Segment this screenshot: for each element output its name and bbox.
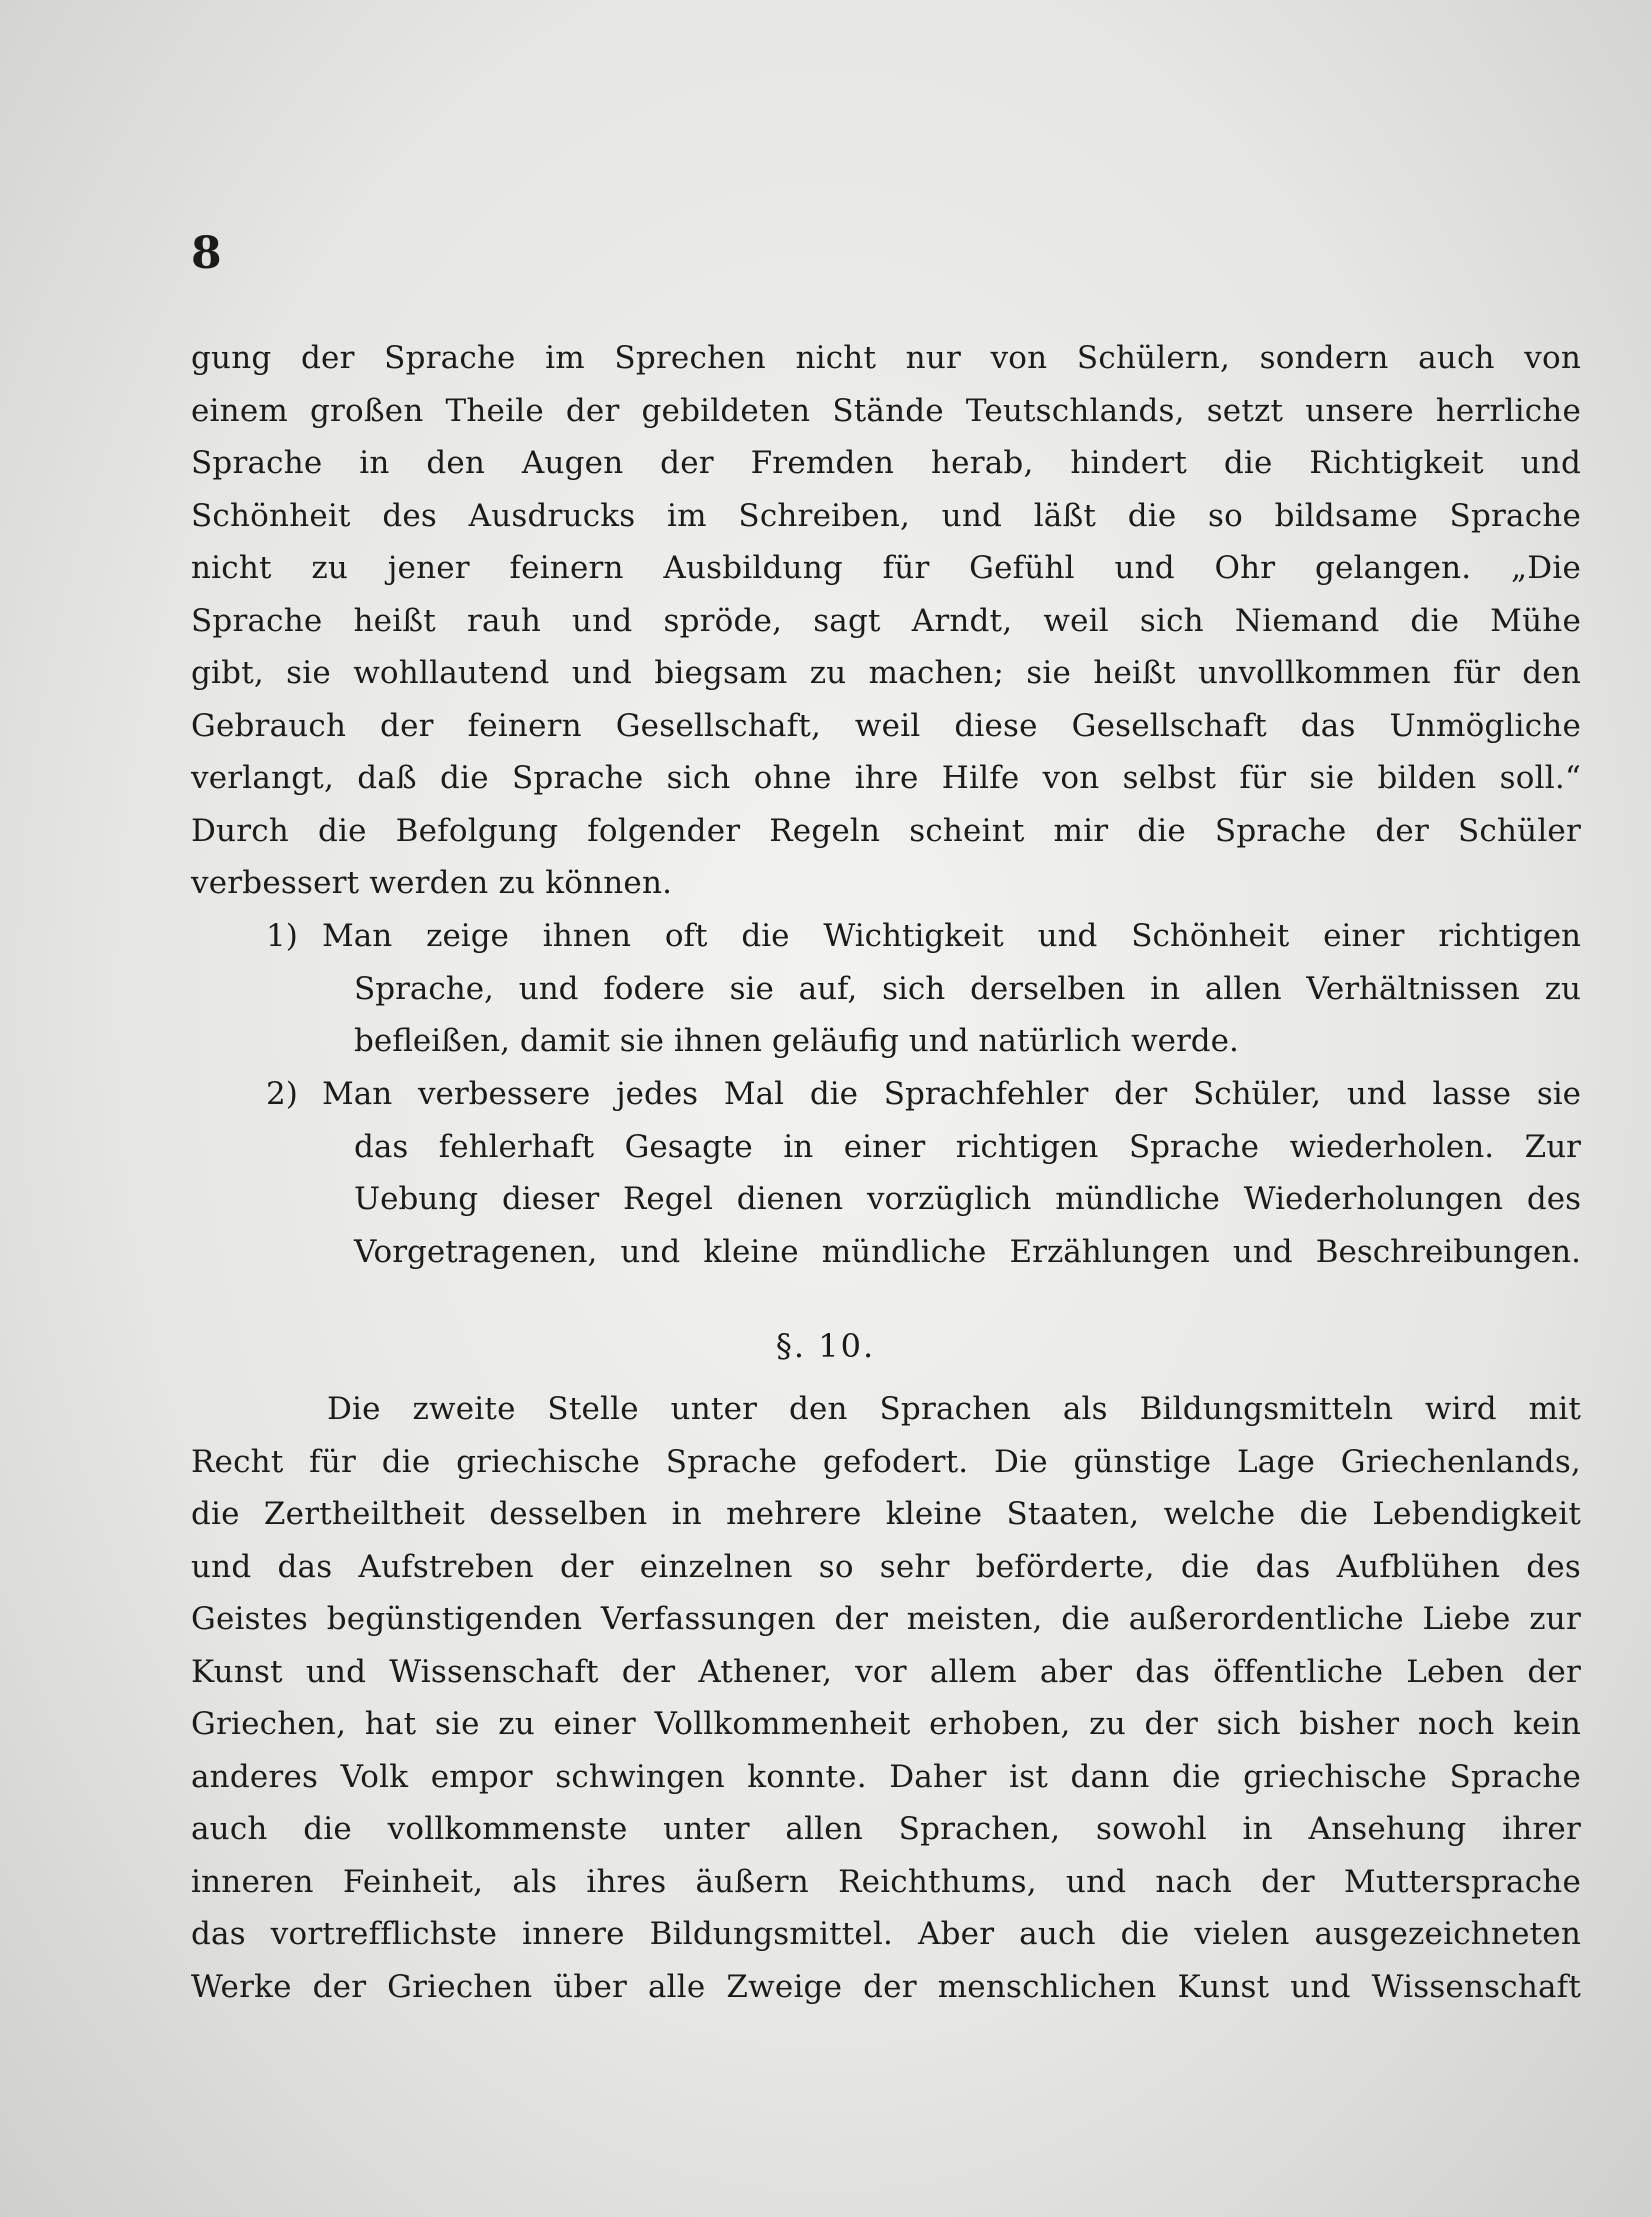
text-line: nicht zu jener feinern Ausbildung für Gefühl und Ohr gelangen. „Die: [191, 550, 1581, 586]
list-item: [191, 1068, 1581, 1278]
rule-2: [191, 1068, 1581, 1278]
text-line: Kunst und Wissenschaft der Athener, vor allem aber das öffentliche Leben der: [191, 1653, 1581, 1690]
text-line: Recht für die griechische Sprache gefodert. Die günstige Lage Griechenlands,: [191, 1443, 1581, 1480]
text-line: verlangt, daß die Sprache sich ohne ihre Hilfe von selbst für sie bilden soll.“: [191, 760, 1581, 796]
text-line: Geistes begünstigenden Verfassungen der meisten, die außerordentliche Liebe zur: [191, 1601, 1581, 1637]
text-line: die Zertheiltheit desselben in mehrere kleine Staaten, welche die Lebendigkeit: [191, 1496, 1581, 1532]
text-line: Werke der Griechen über alle Zweige der menschlichen Kunst und Wissenschaft: [191, 1968, 1581, 2005]
text-line: verbessert werden zu können.: [191, 865, 673, 901]
text-line: einem großen Theile der gebildeten Stände Teutschlands, setzt unsere herrliche: [191, 392, 1581, 429]
text-line: Durch die Befolgung folgender Regeln scheint mir die Sprache der Schüler: [191, 812, 1581, 849]
page-number: 8: [191, 228, 222, 279]
text-line: Sprache, und fodere sie auf, sich derselben in allen Verhältnissen zu: [354, 970, 1581, 1007]
top-paragraph: [191, 332, 1581, 910]
rule-number: 2): [266, 1076, 298, 1112]
text-line: Die zweite Stelle unter den Sprachen als Bildungsmitteln wird mit: [327, 1391, 1581, 1427]
text-line: und das Aufstreben der einzelnen so sehr beförderte, die das Aufblühen des: [191, 1548, 1581, 1585]
text-line: Uebung dieser Regel dienen vorzüglich mündliche Wiederholungen des: [354, 1181, 1581, 1217]
text-line: gibt, sie wohllautend und biegsam zu machen; sie heißt unvollkommen für den: [191, 655, 1581, 691]
text-line: Griechen, hat sie zu einer Vollkommenheit erhoben, zu der sich bisher noch kein: [191, 1706, 1581, 1742]
rule-1: [191, 910, 1581, 1068]
text-line: befleißen, damit sie ihnen geläufig und natürlich werde.: [354, 1023, 1239, 1059]
text-line: Vorgetragenen, und kleine mündliche Erzählungen und Beschreibungen.: [354, 1233, 1581, 1270]
text-line: das vortrefflichste innere Bildungsmittel. Aber auch die vielen ausgezeichneten: [191, 1916, 1581, 1952]
rule-number: 1): [266, 918, 298, 954]
text-line: Sprache heißt rauh und spröde, sagt Arndt, weil sich Niemand die Mühe: [191, 602, 1581, 639]
text-line: gung der Sprache im Sprechen nicht nur von Schülern, sondern auch von: [191, 340, 1581, 376]
list-item: [191, 910, 1581, 1068]
text-line: Schönheit des Ausdrucks im Schreiben, und läßt die so bildsame Sprache: [191, 497, 1581, 534]
bottom-paragraph: [191, 1383, 1581, 2013]
text-line: Gebrauch der feinern Gesellschaft, weil diese Gesellschaft das Unmögliche: [191, 707, 1581, 744]
text-line: Man verbessere jedes Mal die Sprachfehler der Schüler, und lasse sie: [322, 1076, 1581, 1112]
text-line: inneren Feinheit, als ihres äußern Reichthums, und nach der Muttersprache: [191, 1863, 1581, 1900]
text-line: Man zeige ihnen oft die Wichtigkeit und Schönheit einer richtigen: [322, 918, 1581, 954]
text-line: anderes Volk empor schwingen konnte. Daher ist dann die griechische Sprache: [191, 1758, 1581, 1795]
text-line: das fehlerhaft Gesagte in einer richtigen Sprache wiederholen. Zur: [354, 1128, 1581, 1165]
text-line: Sprache in den Augen der Fremden herab, hindert die Richtigkeit und: [191, 445, 1581, 481]
text-line: auch die vollkommenste unter allen Sprachen, sowohl in Ansehung ihrer: [191, 1811, 1581, 1847]
section-heading: §. 10.: [775, 1327, 876, 1365]
